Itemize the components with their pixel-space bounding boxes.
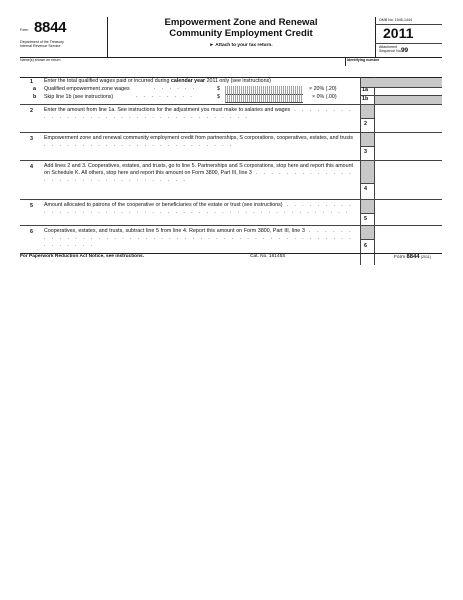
tax-year-prefix: 20 bbox=[383, 25, 399, 41]
sequence-label: Sequence No. bbox=[379, 49, 402, 53]
line3-text-content: Empowerment zone and renewal community employment credit from partnerships, S corporations, cooperatives, estates, and trusts bbox=[44, 135, 353, 141]
line6-leader-dots: . . . . . . . . . . . . . . . . . . . . . . . . . . . . . . . . . . . . . . . . . . . . . . . . . . . . . bbox=[44, 228, 353, 248]
dept-line1: Department of the Treasury bbox=[20, 40, 64, 44]
dept-line2: Internal Revenue Service bbox=[20, 44, 61, 48]
line1-text bbox=[44, 78, 271, 85]
form-8844 bbox=[20, 17, 442, 266]
tax-year bbox=[383, 25, 413, 41]
identifying-number-field[interactable] bbox=[346, 57, 442, 66]
line3-number-shade-top bbox=[361, 133, 375, 146]
line5-amount-input[interactable] bbox=[375, 213, 442, 225]
tax-year-suffix: 11 bbox=[398, 25, 414, 41]
line5-leader-dots: . . . . . . . . . . . . . . . . . . . . . . . . . . . . . . . . . . . . . . . . . . . . . . . . . bbox=[44, 202, 353, 215]
line2-num-top-rule bbox=[360, 118, 374, 119]
line2-number: 2 bbox=[30, 108, 33, 114]
line4-leader-dots: . . . . . . . . . . . . . . . . . . . . . . . . . . . . . . . . bbox=[44, 170, 353, 183]
line1b-text: Skip line 1b (see instructions) bbox=[44, 94, 114, 100]
omb-number: OMB No. 1545-1444 bbox=[379, 18, 412, 22]
name-label: Name(s) shown on return bbox=[20, 58, 61, 62]
line1a-rate: × 20% (.20) bbox=[309, 86, 337, 92]
line3-text bbox=[44, 135, 353, 149]
form-title-line2: Community Employment Credit bbox=[169, 28, 313, 39]
identifying-number-label: Identifying number bbox=[347, 58, 380, 62]
paperwork-notice: For Paperwork Reduction Act Notice, see instructions. bbox=[20, 254, 145, 259]
amount-column-left bbox=[374, 77, 375, 265]
line1a-box-label: 1a bbox=[362, 87, 368, 93]
line6-box-label: 6 bbox=[364, 243, 367, 249]
footer-form-prefix: Form bbox=[394, 255, 406, 260]
line1a-leader-dots: . . . . . . bbox=[154, 85, 197, 91]
sequence-number: 99 bbox=[401, 47, 409, 54]
line2-text bbox=[44, 107, 353, 121]
line3-box-label: 3 bbox=[364, 149, 367, 155]
line1b-letter: b bbox=[33, 94, 37, 100]
line6-text-content: Cooperatives, estates, and trusts, subtract line 5 from line 4. Report this amount on Form 3800, Part III, line 3 bbox=[44, 228, 305, 234]
footer-form-number: 8844 bbox=[406, 254, 420, 260]
line6-text bbox=[44, 228, 353, 249]
line6-number-shade-top bbox=[361, 226, 375, 239]
line5-number-shade-top bbox=[361, 200, 375, 213]
header-divider-right bbox=[375, 17, 376, 57]
line2-amount-input[interactable] bbox=[375, 118, 442, 132]
line3-bottom-rule bbox=[20, 160, 442, 161]
attach-instruction: ► Attach to your tax return. bbox=[209, 43, 273, 48]
line6-number: 6 bbox=[30, 229, 33, 235]
line4-bottom-rule bbox=[20, 199, 442, 200]
line6-amount-input[interactable] bbox=[375, 239, 442, 253]
line1b-leader-dots: . . . . . . . . bbox=[136, 93, 195, 99]
line3-leader-dots: . . . . . . . . . . . . . . . . . . . . . . . . . bbox=[44, 142, 234, 148]
line1a-amount-input[interactable] bbox=[375, 87, 442, 95]
line5-text-content: Amount allocated to patrons of the cooperative or beneficiaries of the estate or trust (see instructions) bbox=[44, 202, 283, 208]
line1b-rate: × 0% (.00) bbox=[312, 94, 337, 100]
line2-bottom-rule bbox=[20, 132, 442, 133]
catalog-number: Cat. No. 16145S bbox=[250, 254, 286, 259]
line1-text-b: 2011 only (see instructions) bbox=[205, 78, 271, 84]
footer-form-id bbox=[394, 254, 431, 262]
line4-box-label: 4 bbox=[364, 186, 367, 192]
year-divider bbox=[375, 43, 442, 44]
line1b-amount-shaded bbox=[375, 96, 443, 105]
line4-num-top-rule bbox=[360, 183, 374, 184]
form-prefix: Form bbox=[20, 28, 29, 32]
footer-year: (2011) bbox=[420, 255, 431, 259]
line3-num-top-rule bbox=[360, 146, 374, 147]
line1-shaded-cell bbox=[361, 78, 443, 87]
line5-bottom-rule bbox=[20, 225, 442, 226]
line1-bottom-rule bbox=[20, 104, 442, 105]
line3-amount-input[interactable] bbox=[375, 146, 442, 160]
line2-text-content: Enter the amount from line 1a. See instructions for the adjustment you must make to salaries and wages bbox=[44, 107, 291, 113]
line4-text bbox=[44, 163, 353, 184]
form-number: 8844 bbox=[34, 19, 67, 36]
line1b-wages-input[interactable] bbox=[225, 94, 303, 103]
line1-number: 1 bbox=[30, 79, 33, 85]
attachment-label: Attachment bbox=[379, 45, 398, 49]
line4-text-content: Add lines 2 and 3. Cooperatives, estates, and trusts, go to line 5. Partnerships and S corporations, stop here and report this amount on Schedule K. All others, stop here and report this amount on Form 3800, Part III, line 3 bbox=[44, 163, 353, 176]
line5-box-label: 5 bbox=[364, 216, 367, 222]
line1a-text: Qualified empowerment zone wages bbox=[44, 86, 130, 92]
line2-box-label: 2 bbox=[364, 121, 367, 127]
line5-number: 5 bbox=[30, 203, 33, 209]
line4-number: 4 bbox=[30, 164, 33, 170]
line3-number: 3 bbox=[30, 136, 33, 142]
line1b-box-label: 1b bbox=[362, 96, 369, 102]
line1-text-bold: calendar year bbox=[170, 78, 206, 84]
form-title-line1: Empowerment Zone and Renewal bbox=[164, 17, 318, 28]
line4-number-shade-top bbox=[361, 161, 375, 183]
line1b-dollar: $ bbox=[217, 94, 220, 100]
line6-num-top-rule bbox=[360, 239, 374, 240]
line4-amount-input[interactable] bbox=[375, 183, 442, 199]
line2-leader-dots: . . . . . . . . . . . . . . . . . . . . . . . . . . . . . . . . . . . bbox=[44, 107, 354, 120]
line5-num-top-rule bbox=[360, 213, 374, 214]
line2-number-shade-top bbox=[361, 105, 375, 118]
line1-text-a: Enter the total qualified wages paid or incurred during bbox=[44, 78, 171, 84]
name-field[interactable] bbox=[20, 57, 345, 66]
line1a-dollar: $ bbox=[217, 86, 220, 92]
line5-text bbox=[44, 202, 353, 216]
line1a-letter: a bbox=[33, 86, 36, 92]
